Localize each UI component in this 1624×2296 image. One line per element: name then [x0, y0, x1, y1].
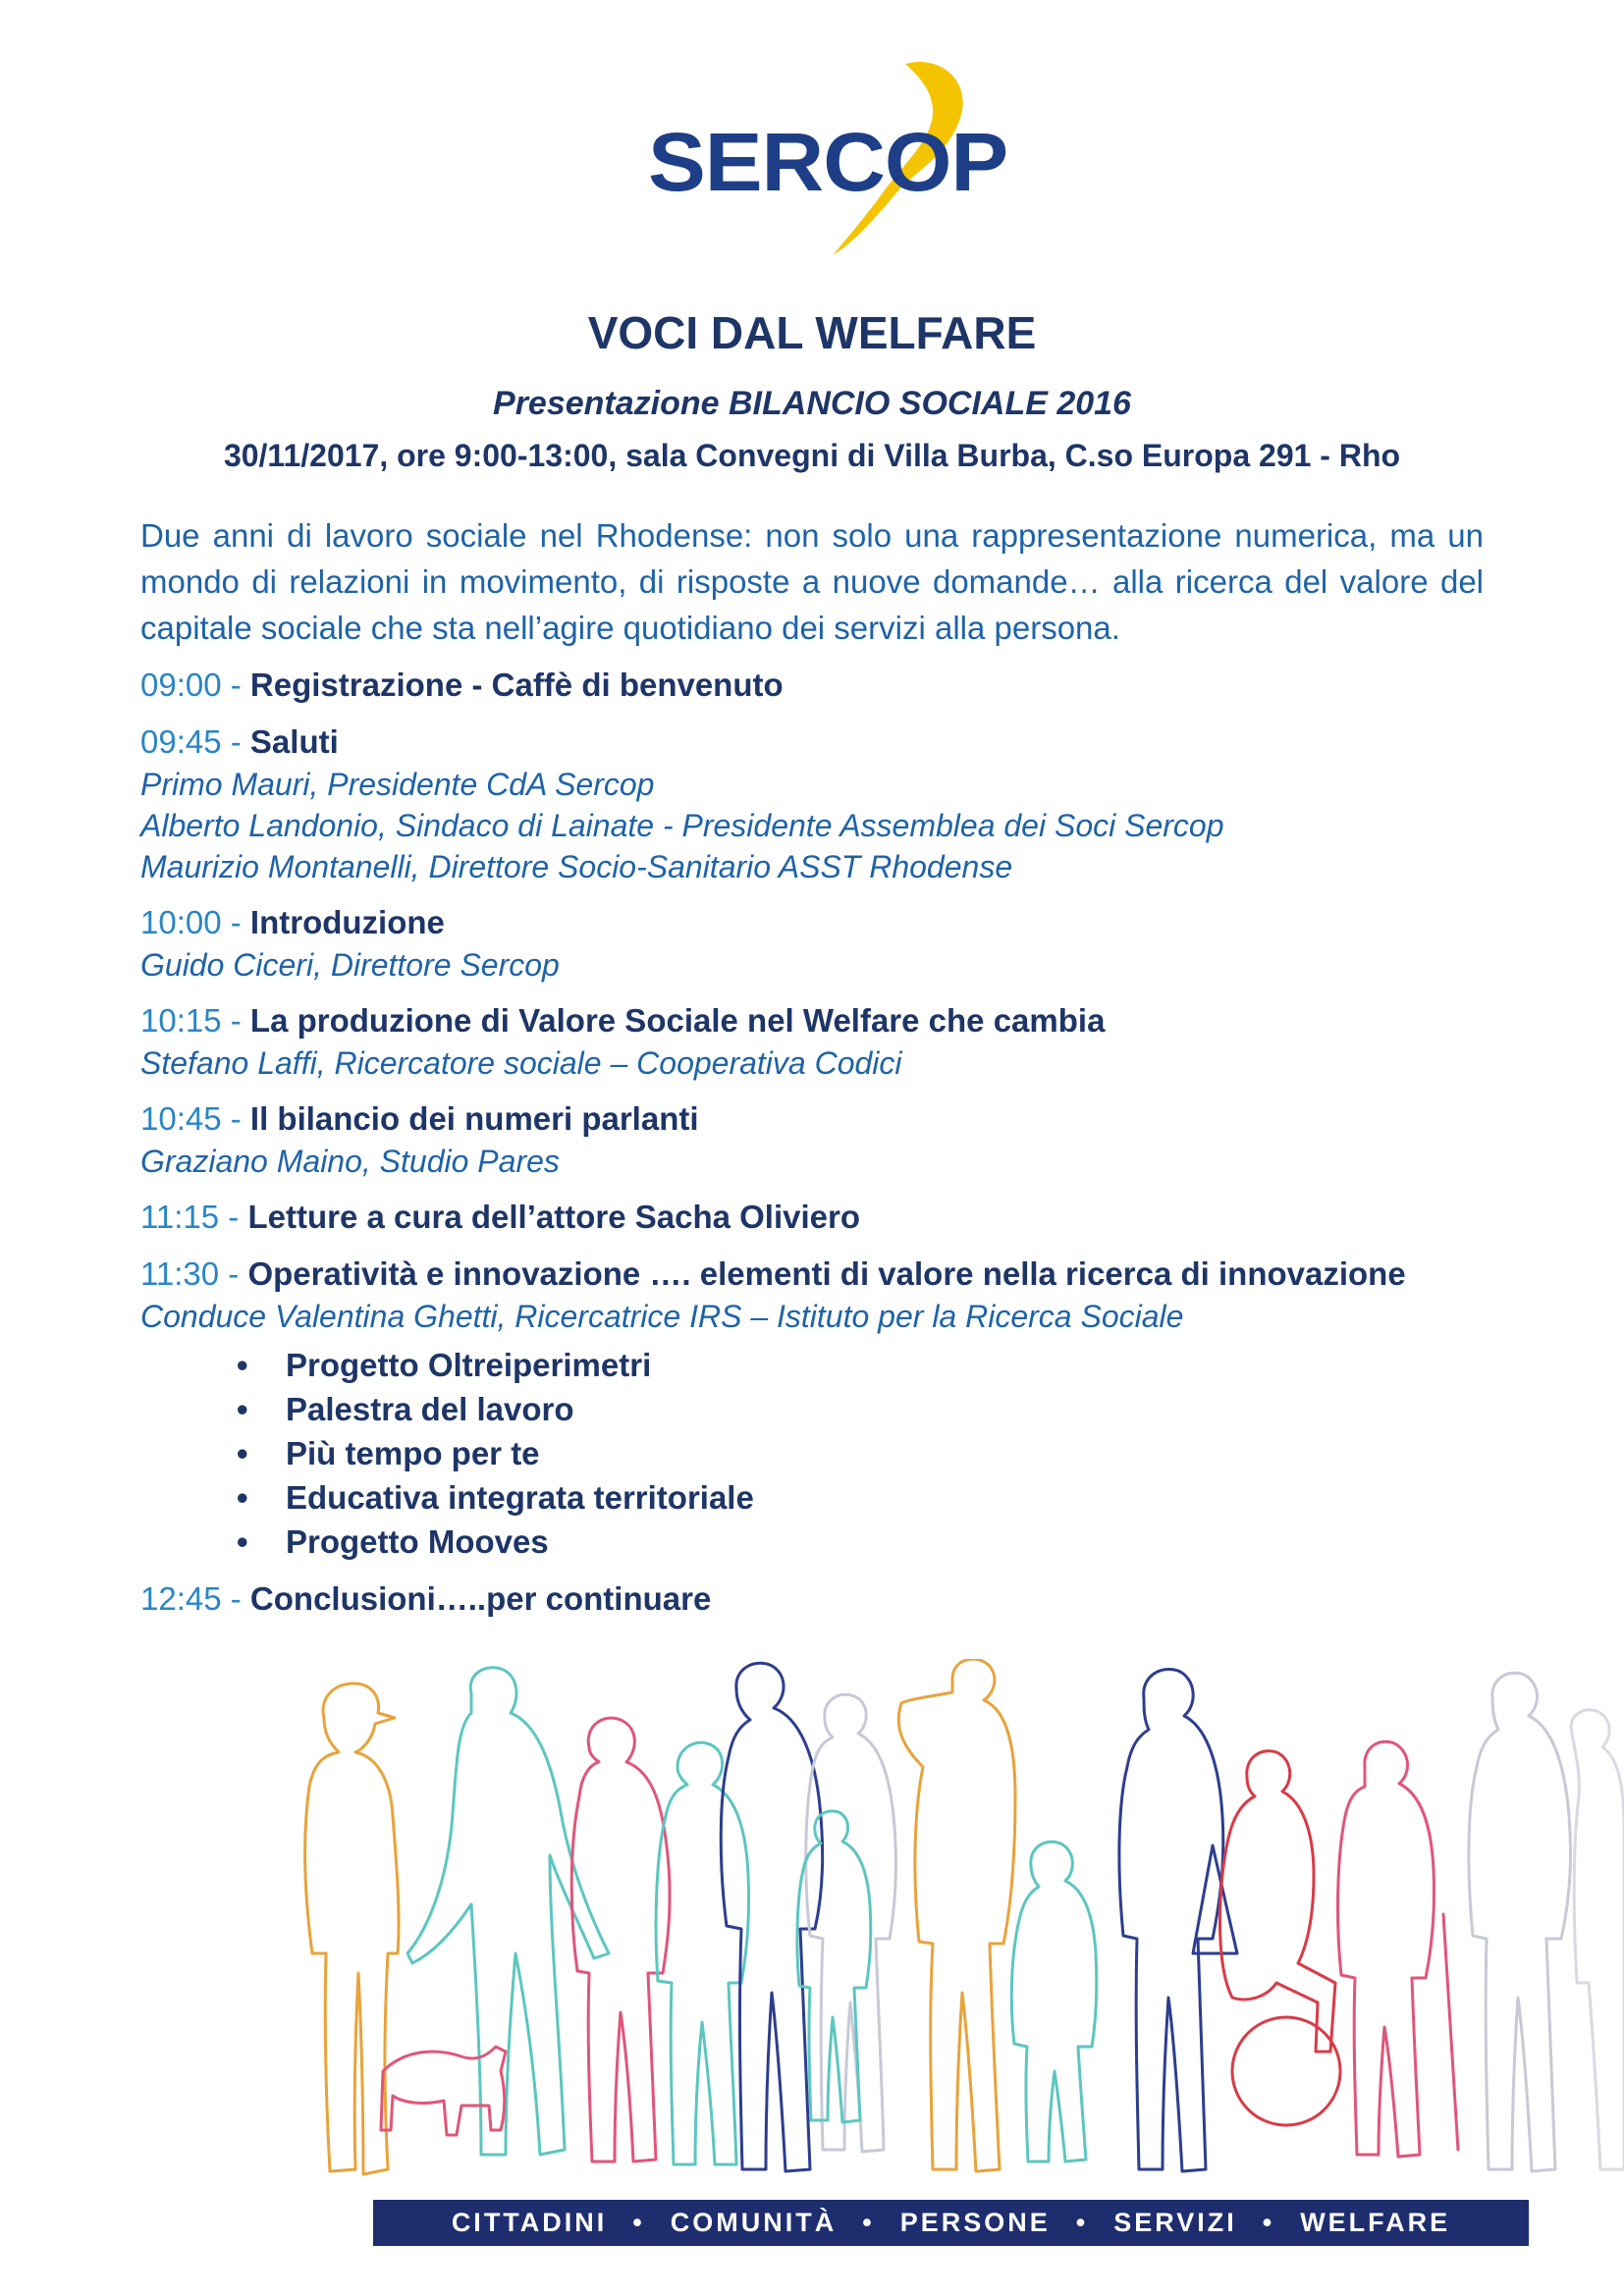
- footer-word: WELFARE: [1300, 2208, 1451, 2237]
- agenda-topic: La produzione di Valore Sociale nel Welfare che cambia: [249, 1002, 1106, 1039]
- agenda-time: 09:00: [140, 667, 222, 703]
- time-separator: -: [221, 1100, 250, 1137]
- bullet-icon: •: [237, 1347, 248, 1383]
- agenda-speaker: Guido Ciceri, Direttore Sercop: [140, 947, 560, 983]
- agenda-speaker: Primo Mauri, Presidente CdA Sercop: [140, 767, 655, 802]
- agenda-item: [140, 999, 1486, 1084]
- footer-word: CITTADINI: [451, 2208, 608, 2237]
- footer-word: PERSONE: [899, 2208, 1051, 2237]
- project-label: Più tempo per te: [286, 1435, 540, 1471]
- agenda-item: [140, 664, 1486, 707]
- agenda-item-heading: [140, 999, 1486, 1042]
- agenda: [140, 664, 1486, 1634]
- project-item: [237, 1431, 1486, 1475]
- footer-bullet-icon: •: [1262, 2208, 1275, 2237]
- agenda-speaker: Graziano Maino, Studio Pares: [140, 1144, 560, 1179]
- time-separator: -: [221, 723, 250, 760]
- agenda-item: [140, 901, 1486, 986]
- project-label: Progetto Oltreiperimetri: [286, 1347, 652, 1383]
- agenda-time: 10:00: [140, 904, 222, 940]
- agenda-topic: Introduzione: [249, 904, 445, 940]
- agenda-item-heading: [140, 1253, 1486, 1296]
- agenda-time: 12:45: [140, 1580, 222, 1617]
- project-item: [237, 1387, 1486, 1431]
- time-separator: -: [221, 1002, 250, 1039]
- footer-word: SERVIZI: [1113, 2208, 1237, 2237]
- project-label: Progetto Mooves: [286, 1523, 549, 1560]
- agenda-item-heading: [140, 721, 1486, 764]
- person-outline: [797, 1811, 871, 2122]
- person-outline: [1338, 1741, 1458, 2157]
- person-outline: [1219, 1751, 1340, 2125]
- person-outline: [407, 1668, 609, 2155]
- agenda-time: 10:15: [140, 1002, 222, 1039]
- agenda-topic: Registrazione - Caffè di benvenuto: [249, 667, 784, 703]
- sercop-logo: [648, 54, 1008, 260]
- project-item: [237, 1520, 1486, 1564]
- projects-list: [140, 1343, 1486, 1564]
- agenda-time: 10:45: [140, 1100, 222, 1137]
- person-outline: [898, 1659, 1015, 2171]
- footer-word: COMUNITÀ: [670, 2208, 838, 2237]
- person-outline: [656, 1742, 748, 2164]
- bullet-icon: •: [237, 1479, 248, 1516]
- time-separator: -: [221, 1580, 250, 1617]
- agenda-topic: Il bilancio dei numeri parlanti: [249, 1100, 699, 1137]
- agenda-time: 09:45: [140, 723, 222, 760]
- agenda-item-heading: [140, 1196, 1486, 1239]
- agenda-speaker: Alberto Landonio, Sindaco di Lainate - Presidente Assemblea dei Soci Sercop: [140, 808, 1224, 843]
- agenda-item: [140, 1577, 1486, 1621]
- people-illustration: [265, 1659, 1624, 2209]
- bullet-icon: •: [237, 1523, 248, 1560]
- footer-bullet-icon: •: [632, 2208, 645, 2237]
- agenda-topic: Operatività e innovazione …. elementi di valore nella ricerca di innovazione: [247, 1255, 1406, 1292]
- project-item: [237, 1475, 1486, 1520]
- agenda-item: [140, 1253, 1486, 1564]
- agenda-topic: Conclusioni…..per continuare: [249, 1580, 712, 1617]
- page-subtitle: Presentazione BILANCIO SOCIALE 2016: [493, 385, 1131, 422]
- time-separator: -: [221, 904, 250, 940]
- agenda-topic: Letture a cura dell’attore Sacha Oliviero: [247, 1199, 861, 1235]
- time-separator: -: [219, 1255, 248, 1292]
- agenda-speaker: Conduce Valentina Ghetti, Ricercatrice IRS – Istituto per la Ricerca Sociale: [140, 1299, 1184, 1334]
- agenda-item: [140, 1196, 1486, 1239]
- project-label: Palestra del lavoro: [286, 1391, 574, 1427]
- agenda-item-heading: [140, 1097, 1486, 1141]
- agenda-speaker: Stefano Laffi, Ricercatore sociale – Cooperativa Codici: [140, 1045, 902, 1081]
- agenda-item-heading: [140, 1577, 1486, 1621]
- footer-tagline-bar: [373, 2200, 1529, 2246]
- bullet-icon: •: [237, 1435, 248, 1471]
- agenda-item: [140, 1097, 1486, 1182]
- agenda-time: 11:15: [140, 1199, 220, 1235]
- person-outline: [1011, 1842, 1097, 2162]
- footer-bullet-icon: •: [862, 2208, 875, 2237]
- agenda-item: [140, 721, 1486, 887]
- time-separator: -: [221, 667, 250, 703]
- agenda-topic: Saluti: [249, 723, 339, 760]
- project-item: [237, 1343, 1486, 1387]
- person-outline: [305, 1683, 399, 2174]
- page-title: VOCI DAL WELFARE: [587, 307, 1037, 358]
- agenda-time: 11:30: [140, 1255, 220, 1292]
- project-label: Educativa integrata territoriale: [286, 1479, 754, 1516]
- agenda-speaker: Maurizio Montanelli, Direttore Socio-Sanitario ASST Rhodense: [140, 849, 1013, 884]
- agenda-item-heading: [140, 901, 1486, 944]
- person-outline: [1571, 1710, 1624, 2169]
- person-outline: [1469, 1673, 1571, 2171]
- bullet-icon: •: [237, 1391, 248, 1427]
- intro-paragraph: Due anni di lavoro sociale nel Rhodense: non solo una rappresentazione numerica, ma un mondo di relazioni in movimento, di risposte a nuove domande… alla ricerca del valore del capitale sociale che sta nell’agire quotidiano dei servizi alla persona.: [140, 517, 1484, 646]
- person-outline: [381, 1718, 670, 2162]
- person-outline: [806, 1694, 896, 2152]
- logo-wordmark: SERCOP: [648, 116, 1008, 208]
- footer-bullet-icon: •: [1075, 2208, 1089, 2237]
- event-details: 30/11/2017, ore 9:00-13:00, sala Convegni di Villa Burba, C.so Europa 291 - Rho: [223, 438, 1401, 473]
- time-separator: -: [219, 1199, 248, 1235]
- agenda-item-heading: [140, 664, 1486, 707]
